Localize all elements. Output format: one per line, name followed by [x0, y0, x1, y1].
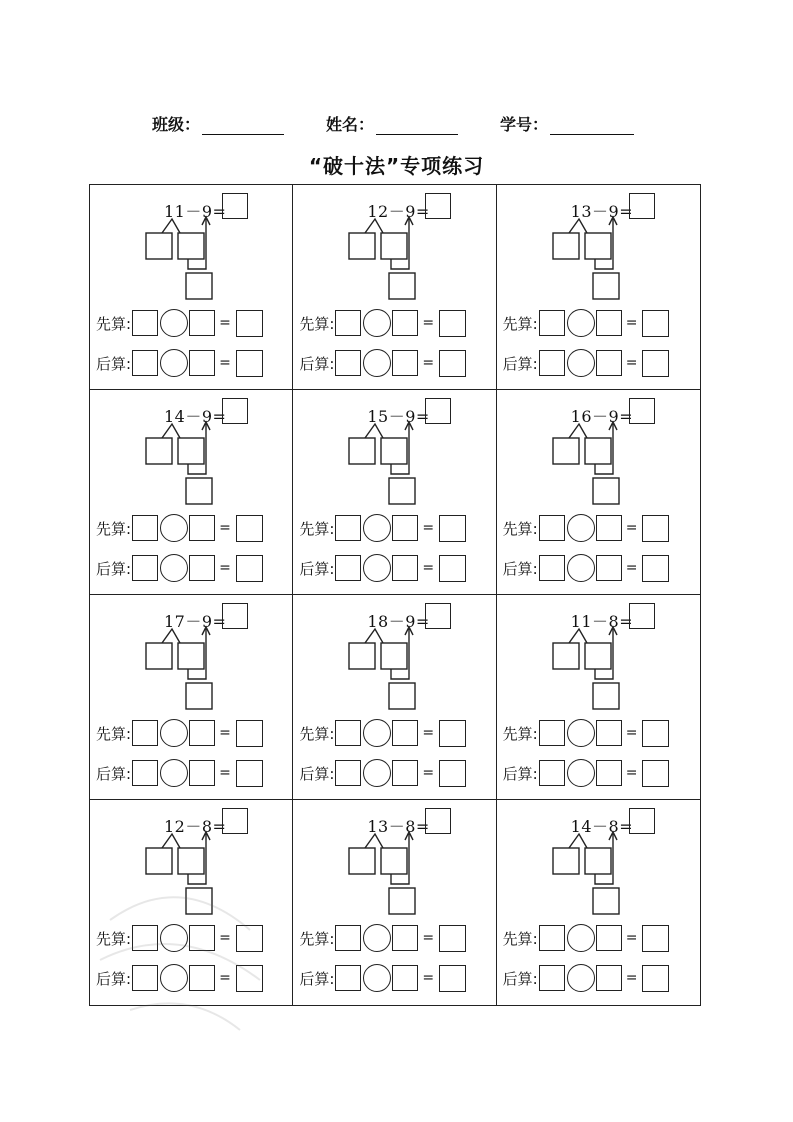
- operator-circle[interactable]: [567, 349, 595, 377]
- first-step-label: 先算:: [96, 314, 132, 333]
- operand-box[interactable]: [189, 310, 215, 336]
- problem-expression: 18－9=: [367, 612, 430, 631]
- operand-box[interactable]: [335, 515, 361, 541]
- equals-sign: =: [422, 725, 435, 741]
- equals-sign: =: [219, 970, 231, 986]
- step-answer-box[interactable]: [236, 760, 263, 787]
- result-box: [186, 478, 212, 504]
- second-step-row: [503, 554, 670, 582]
- second-step-label: 后算:: [502, 969, 538, 988]
- problem-expression: 12－9=: [367, 202, 430, 221]
- split-box-right: [585, 233, 611, 259]
- result-box: [186, 273, 212, 299]
- name-blank[interactable]: [376, 114, 458, 135]
- split-box-right: [585, 848, 611, 874]
- worksheet-title: “破十法”专项练习: [308, 154, 485, 178]
- step-answer-box[interactable]: [439, 515, 466, 542]
- first-step-row: [299, 514, 466, 542]
- operator-circle[interactable]: [160, 759, 188, 787]
- equals-sign: =: [422, 970, 435, 986]
- answer-box[interactable]: [222, 808, 248, 834]
- step-answer-box[interactable]: [642, 555, 669, 582]
- second-step-label: 后算:: [299, 969, 335, 988]
- first-step-label: 先算:: [96, 929, 132, 948]
- operand-box[interactable]: [189, 925, 215, 951]
- operand-box[interactable]: [596, 925, 622, 951]
- step-answer-box[interactable]: [439, 350, 466, 377]
- equals-sign: =: [422, 520, 435, 536]
- operand-box[interactable]: [335, 310, 361, 336]
- equals-sign: =: [625, 930, 638, 946]
- first-step-label: 先算:: [299, 314, 335, 333]
- second-step-row: [96, 554, 263, 582]
- first-step-row: [96, 924, 263, 952]
- step-answer-box[interactable]: [439, 965, 466, 992]
- operand-box[interactable]: [392, 965, 418, 991]
- operand-box[interactable]: [189, 965, 215, 991]
- equals-sign: =: [219, 765, 231, 781]
- arrow-path: [595, 629, 613, 679]
- first-step-row: [503, 719, 670, 747]
- operand-box[interactable]: [335, 555, 361, 581]
- exercise-cell: [90, 800, 293, 1005]
- equals-sign: =: [219, 930, 231, 946]
- operator-circle[interactable]: [160, 349, 188, 377]
- result-box: [389, 888, 415, 914]
- result-box: [186, 683, 212, 709]
- operand-box[interactable]: [539, 310, 565, 336]
- split-branch-lines: [162, 219, 180, 233]
- operand-box[interactable]: [539, 350, 565, 376]
- first-step-label: 先算:: [502, 724, 538, 743]
- decomposition-diagram: [343, 418, 423, 508]
- operand-box[interactable]: [335, 760, 361, 786]
- operator-circle[interactable]: [567, 554, 595, 582]
- split-box-left: [553, 848, 579, 874]
- split-branch-lines: [365, 629, 383, 643]
- split-box-left: [146, 233, 172, 259]
- operand-box[interactable]: [596, 515, 622, 541]
- operand-box[interactable]: [189, 760, 215, 786]
- split-branch-lines: [569, 834, 587, 848]
- exercise-cell: [497, 185, 700, 390]
- split-branch-lines: [365, 834, 383, 848]
- step-answer-box[interactable]: [439, 925, 466, 952]
- operand-box[interactable]: [132, 965, 158, 991]
- problem-expression: 11－9=: [164, 202, 227, 221]
- decomposition-diagram: [343, 828, 423, 918]
- operand-box[interactable]: [132, 760, 158, 786]
- result-box: [389, 273, 415, 299]
- answer-box[interactable]: [629, 603, 655, 629]
- operator-circle[interactable]: [363, 514, 391, 542]
- first-step-row: [299, 309, 466, 337]
- operand-box[interactable]: [132, 720, 158, 746]
- equals-sign: =: [422, 765, 435, 781]
- decomposition-diagram: [343, 213, 423, 303]
- first-step-row: [503, 924, 670, 952]
- second-step-label: 后算:: [96, 969, 132, 988]
- name-label: 姓名：: [326, 115, 375, 134]
- first-step-row: [503, 514, 670, 542]
- split-branch-lines: [365, 424, 383, 438]
- operand-box[interactable]: [596, 965, 622, 991]
- exercise-cell: [90, 595, 293, 800]
- step-answer-box[interactable]: [439, 760, 466, 787]
- operator-circle[interactable]: [363, 924, 391, 952]
- second-step-label: 后算:: [299, 354, 335, 373]
- decomposition-diagram: [140, 623, 220, 713]
- step-answer-box[interactable]: [642, 925, 669, 952]
- answer-box[interactable]: [629, 398, 655, 424]
- arrow-path: [595, 424, 613, 474]
- student-number-field: [500, 112, 634, 135]
- decomposition-diagram: [343, 623, 423, 713]
- split-branch-lines: [569, 219, 587, 233]
- exercise-cell: [293, 595, 496, 800]
- operand-box[interactable]: [392, 515, 418, 541]
- exercise-cell: [90, 390, 293, 595]
- second-step-label: 后算:: [502, 559, 538, 578]
- answer-box[interactable]: [222, 603, 248, 629]
- operand-box[interactable]: [539, 925, 565, 951]
- equals-sign: =: [422, 315, 435, 331]
- result-box: [593, 478, 619, 504]
- split-box-left: [553, 438, 579, 464]
- operator-circle[interactable]: [363, 719, 391, 747]
- equals-sign: =: [422, 560, 435, 576]
- operator-circle[interactable]: [567, 309, 595, 337]
- student-number-label: 学号：: [500, 115, 549, 134]
- operand-box[interactable]: [392, 310, 418, 336]
- first-step-label: 先算:: [299, 724, 335, 743]
- split-box-left: [146, 643, 172, 669]
- step-answer-box[interactable]: [642, 515, 669, 542]
- operator-circle[interactable]: [363, 309, 391, 337]
- problem-expression: 11－8=: [570, 612, 634, 631]
- step-answer-box[interactable]: [642, 760, 669, 787]
- split-box-left: [349, 848, 375, 874]
- second-step-row: [299, 964, 466, 992]
- arrow-path: [391, 219, 409, 269]
- decomposition-diagram: [547, 213, 627, 303]
- split-box-left: [146, 438, 172, 464]
- step-answer-box[interactable]: [236, 350, 263, 377]
- answer-box[interactable]: [425, 808, 451, 834]
- operator-circle[interactable]: [160, 719, 188, 747]
- equals-sign: =: [625, 520, 638, 536]
- answer-box[interactable]: [222, 398, 248, 424]
- first-step-row: [299, 719, 466, 747]
- decomposition-diagram: [547, 418, 627, 508]
- problem-expression: 12－8=: [164, 817, 227, 836]
- exercise-cell: [497, 800, 700, 1005]
- step-answer-box[interactable]: [236, 925, 263, 952]
- second-step-row: [299, 554, 466, 582]
- operand-box[interactable]: [392, 925, 418, 951]
- split-box-right: [178, 233, 204, 259]
- second-step-row: [503, 349, 670, 377]
- second-step-label: 后算:: [502, 764, 538, 783]
- operand-box[interactable]: [539, 515, 565, 541]
- operand-box[interactable]: [539, 965, 565, 991]
- exercise-cell: [90, 185, 293, 390]
- exercise-cell: [293, 800, 496, 1005]
- class-blank[interactable]: [202, 114, 284, 135]
- equals-sign: =: [625, 560, 638, 576]
- split-box-right: [585, 438, 611, 464]
- operator-circle[interactable]: [363, 554, 391, 582]
- operand-box[interactable]: [189, 515, 215, 541]
- second-step-row: [96, 964, 263, 992]
- split-branch-lines: [162, 629, 180, 643]
- step-answer-box[interactable]: [236, 965, 263, 992]
- class-label: 班级：: [152, 115, 201, 134]
- equals-sign: =: [219, 560, 231, 576]
- operator-circle[interactable]: [363, 349, 391, 377]
- exercise-grid: [89, 184, 701, 1006]
- split-branch-lines: [365, 219, 383, 233]
- decomposition-diagram: [140, 418, 220, 508]
- result-box: [593, 273, 619, 299]
- split-box-left: [349, 643, 375, 669]
- split-box-right: [585, 643, 611, 669]
- equals-sign: =: [625, 315, 638, 331]
- exercise-cell: [293, 390, 496, 595]
- step-answer-box[interactable]: [642, 310, 669, 337]
- operand-box[interactable]: [392, 720, 418, 746]
- operand-box[interactable]: [335, 925, 361, 951]
- exercise-cell: [293, 185, 496, 390]
- step-answer-box[interactable]: [439, 720, 466, 747]
- equals-sign: =: [219, 355, 231, 371]
- first-step-label: 先算:: [299, 929, 335, 948]
- operand-box[interactable]: [189, 350, 215, 376]
- answer-box[interactable]: [222, 193, 248, 219]
- arrow-path: [391, 629, 409, 679]
- result-box: [186, 888, 212, 914]
- second-step-label: 后算:: [502, 354, 538, 373]
- operand-box[interactable]: [132, 310, 158, 336]
- operand-box[interactable]: [539, 760, 565, 786]
- split-box-right: [381, 848, 407, 874]
- equals-sign: =: [219, 315, 231, 331]
- problem-expression: 14－9=: [164, 407, 227, 426]
- answer-box[interactable]: [425, 193, 451, 219]
- second-step-label: 后算:: [299, 764, 335, 783]
- step-answer-box[interactable]: [236, 515, 263, 542]
- operator-circle[interactable]: [160, 309, 188, 337]
- split-box-right: [381, 438, 407, 464]
- first-step-label: 先算:: [502, 314, 538, 333]
- operand-box[interactable]: [132, 925, 158, 951]
- split-branch-lines: [162, 424, 180, 438]
- operand-box[interactable]: [392, 555, 418, 581]
- first-step-row: [96, 719, 263, 747]
- arrow-path: [391, 424, 409, 474]
- step-answer-box[interactable]: [439, 555, 466, 582]
- split-box-right: [178, 643, 204, 669]
- problem-expression: 15－9=: [367, 407, 430, 426]
- step-answer-box[interactable]: [439, 310, 466, 337]
- second-step-row: [96, 759, 263, 787]
- first-step-label: 先算:: [502, 519, 538, 538]
- split-box-left: [146, 848, 172, 874]
- result-box: [593, 888, 619, 914]
- step-answer-box[interactable]: [642, 350, 669, 377]
- arrow-path: [391, 834, 409, 884]
- operator-circle[interactable]: [363, 759, 391, 787]
- equals-sign: =: [625, 765, 638, 781]
- operand-box[interactable]: [189, 555, 215, 581]
- problem-expression: 13－9=: [570, 202, 634, 221]
- arrow-path: [595, 834, 613, 884]
- second-step-row: [503, 964, 670, 992]
- equals-sign: =: [422, 930, 435, 946]
- operator-circle[interactable]: [160, 514, 188, 542]
- split-box-right: [178, 438, 204, 464]
- exercise-cell: [497, 390, 700, 595]
- operand-box[interactable]: [132, 515, 158, 541]
- operand-box[interactable]: [539, 720, 565, 746]
- result-box: [593, 683, 619, 709]
- equals-sign: =: [422, 355, 435, 371]
- second-step-label: 后算:: [96, 354, 132, 373]
- second-step-row: [503, 759, 670, 787]
- operand-box[interactable]: [596, 310, 622, 336]
- split-box-right: [381, 233, 407, 259]
- second-step-row: [299, 349, 466, 377]
- exercise-cell: [497, 595, 700, 800]
- split-box-left: [553, 643, 579, 669]
- split-box-right: [381, 643, 407, 669]
- worksheet-header: [0, 112, 793, 142]
- operand-box[interactable]: [189, 720, 215, 746]
- answer-box[interactable]: [425, 398, 451, 424]
- operand-box[interactable]: [596, 720, 622, 746]
- second-step-row: [299, 759, 466, 787]
- name-field: [326, 112, 458, 135]
- equals-sign: =: [219, 520, 231, 536]
- decomposition-diagram: [140, 213, 220, 303]
- first-step-row: [96, 309, 263, 337]
- operator-circle[interactable]: [567, 924, 595, 952]
- equals-sign: =: [219, 725, 231, 741]
- decomposition-diagram: [547, 623, 627, 713]
- operand-box[interactable]: [539, 555, 565, 581]
- second-step-row: [96, 349, 263, 377]
- answer-box[interactable]: [425, 603, 451, 629]
- split-box-left: [349, 233, 375, 259]
- split-branch-lines: [162, 834, 180, 848]
- split-box-left: [349, 438, 375, 464]
- split-branch-lines: [569, 424, 587, 438]
- operand-box[interactable]: [335, 350, 361, 376]
- student-number-blank[interactable]: [550, 114, 634, 135]
- problem-expression: 14－8=: [570, 817, 634, 836]
- operator-circle[interactable]: [567, 514, 595, 542]
- first-step-row: [96, 514, 263, 542]
- equals-sign: =: [625, 355, 638, 371]
- answer-box[interactable]: [629, 193, 655, 219]
- first-step-label: 先算:: [502, 929, 538, 948]
- operator-circle[interactable]: [160, 964, 188, 992]
- class-field: [152, 112, 284, 135]
- operand-box[interactable]: [596, 350, 622, 376]
- operator-circle[interactable]: [567, 719, 595, 747]
- operand-box[interactable]: [392, 760, 418, 786]
- answer-box[interactable]: [629, 808, 655, 834]
- split-branch-lines: [569, 629, 587, 643]
- operand-box[interactable]: [596, 760, 622, 786]
- second-step-label: 后算:: [96, 559, 132, 578]
- step-answer-box[interactable]: [236, 310, 263, 337]
- operand-box[interactable]: [335, 965, 361, 991]
- operator-circle[interactable]: [567, 964, 595, 992]
- second-step-label: 后算:: [299, 559, 335, 578]
- split-box-left: [553, 233, 579, 259]
- operand-box[interactable]: [132, 350, 158, 376]
- second-step-label: 后算:: [96, 764, 132, 783]
- operator-circle[interactable]: [567, 759, 595, 787]
- equals-sign: =: [625, 970, 638, 986]
- operand-box[interactable]: [596, 555, 622, 581]
- operator-circle[interactable]: [160, 924, 188, 952]
- problem-expression: 17－9=: [164, 612, 227, 631]
- first-step-label: 先算:: [96, 724, 132, 743]
- problem-expression: 16－9=: [570, 407, 634, 426]
- operand-box[interactable]: [132, 555, 158, 581]
- step-answer-box[interactable]: [236, 555, 263, 582]
- first-step-label: 先算:: [299, 519, 335, 538]
- first-step-row: [503, 309, 670, 337]
- step-answer-box[interactable]: [642, 720, 669, 747]
- operand-box[interactable]: [392, 350, 418, 376]
- equals-sign: =: [625, 725, 638, 741]
- operator-circle[interactable]: [160, 554, 188, 582]
- operator-circle[interactable]: [363, 964, 391, 992]
- decomposition-diagram: [140, 828, 220, 918]
- result-box: [389, 683, 415, 709]
- step-answer-box[interactable]: [236, 720, 263, 747]
- decomposition-diagram: [547, 828, 627, 918]
- step-answer-box[interactable]: [642, 965, 669, 992]
- split-box-right: [178, 848, 204, 874]
- problem-expression: 13－8=: [367, 817, 430, 836]
- operand-box[interactable]: [335, 720, 361, 746]
- first-step-row: [299, 924, 466, 952]
- result-box: [389, 478, 415, 504]
- arrow-path: [595, 219, 613, 269]
- first-step-label: 先算:: [96, 519, 132, 538]
